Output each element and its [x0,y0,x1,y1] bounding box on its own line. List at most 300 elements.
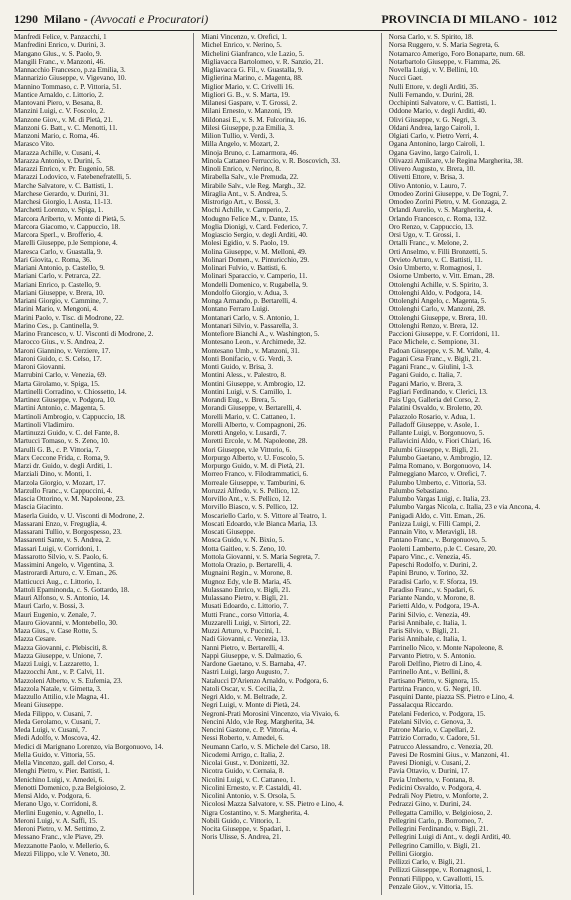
directory-entry: Moscati Giuseppe. [201,528,256,536]
directory-entry: Paccioni Giuseppe, v. F. Corridoni, 11. [388,330,500,338]
directory-entry: Nessi Roberto, v. Amedei, 6. [201,734,284,743]
directory-entry: Orlandi Aurelio, v. S. Margherita, 4. [388,206,493,215]
directory-entry: Mangano Glus., v. S. Paolo, 9. [14,49,102,58]
directory-entry: Marini Mario, v. Mengoni, 4. [14,305,99,314]
directory-entry: Mirabile Salv., v.le Reg. Margh., 32. [201,181,306,190]
directory-entry: Pannain Vito, v. Meravigli, 18. [388,528,477,536]
directory-entry: Pellini Giorgio. [388,849,434,858]
directory-entry: Morandi Eug., v. Brera, 5. [201,396,277,404]
directory-entry: Olgiati Carlo, v. Pietro Verri, 4. [388,132,479,140]
directory-entry: Mondelli Domenico, v. Rugabella, 9. [201,280,308,289]
directory-entry: Montini Luigi, v. S. Camillo, 1. [201,387,292,396]
directory-entry: Partisano Pietro, v. Signora, 15. [388,676,480,685]
directory-entry: Parrinello Nico, v. Monte Napoleone, 8. [388,643,504,652]
directory-entry: Mella Vincenzo, gall. del Corso, 4. [14,759,115,767]
directory-entry: Mondolfo Giorgio, v. Adua, 3. [201,288,289,297]
directory-entry: Nappi Giuseppe, v. S. Dalmazio, 6. [201,651,303,660]
directory-entry: Noris Ulisse, S. Andrea, 21. [201,833,282,842]
directory-entry: Martinez Giuseppe, v. Podgora, 10. [14,396,116,404]
directory-entry: Martinoli Ambrogio, v. Cappuccio, 18. [14,412,126,421]
directory-entry: Mannacchio Francesco, p.za Emilia, 3. [14,66,126,74]
directory-entry: Modugno Felice M., v. Dante, 15. [201,214,299,223]
directory-entry: Manzoni Mario, c. Roma, 46. [14,132,99,140]
directory-entry: Palumbo Vargas Luigi, c. Italia, 23. [388,495,491,503]
directory-entry: Penzale Giov., v. Vittoria, 15. [388,882,473,891]
directory-entry: Nulli Ettore, v. degli Arditi, 35. [388,82,479,91]
directory-entry: Pariante Nando, v. Morone, 8. [388,594,476,602]
directory-entry: Mazzocchi Ant., v. P. Calvi, 11. [14,668,105,677]
directory-entry: Marrubini Carlo, v. Venezia, 69. [14,371,107,380]
directory-entry: Parini Silvio, c. Venezia, 49. [388,610,471,619]
directory-entry: Ottolenghi Achille, v. S. Spirito, 3. [388,280,489,289]
directory-entry: Morelli Alberto, v. Compagnoni, 26. [201,420,307,429]
directory-entry: Massarotto Silvio, v. S. Paolo, 6. [14,552,108,561]
directory-entry: Parvanto Pietro, v. S. Antonio. [388,651,476,660]
directory-entry: Orvieto Arturo, v. C. Battisti, 11. [388,255,483,264]
directory-entry: Milla Angelo, v. Mozart, 2. [201,140,280,149]
directory-entry: Nanni Pietro, v. Bertarelli, 4. [201,643,285,652]
directory-entry: Neumann Carlo, v. S. Michele del Carso, 18. [201,742,331,751]
directory-entry: Moruzzi Alfredo, v. S. Pellico, 12. [201,486,300,495]
directory-entry: Mauro Giovanni, v. Montebello, 30. [14,618,118,627]
directory-entry: Paradiso Franc., v. Spadari, 6. [388,585,475,594]
directory-entry: Olivo Antonio, v. Lauro, 7. [388,181,467,190]
directory-entry: Marchetti Lorenzo, v. Spiga, 1. [14,206,104,215]
directory-entry: Moglia Dionigi, v. Card. Federico, 7. [201,222,308,231]
directory-entry: Morelli Mario, v. C. Cattaneo, 1. [201,412,296,421]
directory-entry: Mazza Cesare. [14,635,57,644]
directory-entry: Marino Francesco, v. U. Visconti di Modrone, 2. [14,330,154,338]
directory-entry: Maza Gius., v. Case Rotte, 5. [14,627,98,635]
directory-entry: Panizza Luigi, v. Filli Campi, 2. [388,519,481,528]
directory-entry: Ogana Antonino, largo Cairoli, 1. [388,140,485,149]
directory-entry: Mori Giuseppe, v.le Vittorio, 6. [201,445,292,454]
directory-entry: Ottolenghi Giuseppe, v. Brera, 10. [388,313,487,322]
directory-entry: Palma Romano, v. Borgonuovo, 14. [388,462,492,470]
directory-entry: Menotti Domenico, p.za Belgioioso, 2. [14,783,126,792]
directory-entry: Massarenti Sante, v. S. Andrea, 2. [14,536,111,545]
directory-entry: Pasquini Dante, piazza SS. Pietro e Lino, 4. [388,693,514,701]
directory-entry: Patrucco Alessandro, c. Venezia, 20. [388,742,493,751]
directory-entry: Occhipinti Salvatore, v. C. Battisti, 1. [388,99,497,107]
directory-entry: Morandi Giuseppe, v. Bertarelli, 4. [201,404,302,413]
directory-entry: Molinari Sparaccio, v. Camperio, 11. [201,272,308,281]
directory-entry: Menichino Luigi, v. Amedei, 6. [14,775,105,784]
directory-entry: Panigadi Aldo, c. Vitt. Eman., 26. [388,511,486,520]
directory-entry: Pallavicini Aldo, v. Fiori Chiari, 16. [388,437,492,446]
directory-entry: Pagani Guido, c. Italia, 7. [388,371,462,380]
directory-entry: Marta Girolamo, v. Spiga, 15. [14,379,100,388]
directory-entry: Nocita Giuseppe, v. Spadari, 1. [201,825,291,833]
directory-entry: Padoan Giuseppe, v. S. M. Valle, 4. [388,346,491,355]
directory-entry: Nicolosi Mazza Salvatore, v. SS. Pietro e Lino, 4. [201,800,344,809]
directory-entry: Moretti Angelo, v. Lusardi, 7. [201,429,287,437]
directory-entry: Mauri Carlo, v. Bossi, 3. [14,602,85,611]
directory-entry: Musati Edoardo, c. Littorio, 7. [201,602,289,611]
directory-entry: Mirabella Salv., v.le Premuda, 22. [201,173,299,182]
directory-entry: Orsi Ugo, v. T. Grossi, 1. [388,231,461,239]
directory-entry: Morreale Giuseppe, v. Tamburini, 6. [201,478,306,487]
directory-entry: Medi Adolfo, v. Moscova, 42. [14,734,101,743]
directory-entry: Paradisi Carlo, v. F. Sforza, 19. [388,577,478,586]
directory-entry: Novella Luigi, v. V. Bellini, 10. [388,66,479,74]
directory-entry: Pellegrini Carlo, p. Borromeo, 7. [388,816,484,825]
directory-entry: Mascia Ottorino, v. M. Napoleone, 23. [14,495,125,503]
directory-entry: Miglior Mario, v. C. Crivelli 16. [201,82,294,91]
directory-entry: Massimini Angelo, v. Vigentina, 3. [14,561,114,569]
directory-entry: Pellegrini Luigi di Ant., v. degli Arditi, 40. [388,833,511,842]
directory-entry: Molina Giuseppe, v. M. Melloni, 49. [201,247,307,256]
directory-entry: Milion Tullio, v. Verdi, 3. [201,132,275,140]
directory-entry: Pedrazzi Gino, v. Durini, 24. [388,800,472,809]
directory-entry: Osiorne Umberto, v. Vitt. Eman., 28. [388,272,495,281]
directory-entry: Mari Giovita, c. Roma, 36. [14,255,92,264]
directory-entry: Mantovani Piero, v. Besana, 8. [14,99,103,107]
directory-entry: Pavesi De Rosmini Gius., v. Manzoni, 41. [388,750,510,759]
directory-entry: Morpurgo Guido, v. M. di Pietà, 21. [201,462,305,470]
directory-entry: Moretti Ercole, v. M. Napoleone, 28. [201,437,308,446]
directory-entry: Nucci Gaet. [388,74,423,83]
directory-entry: Olivi Giuseppe, v. G. Negri, 3. [388,115,477,124]
directory-entry: Mutti Franc., corso Vittoria, 4. [201,610,289,619]
directory-entry: Pellegatta Camillo, v. Belgioioso, 2. [388,808,493,817]
directory-entry: Orlando Francesco, c. Roma, 132. [388,214,487,223]
directory-entry: Mascia Giacinto. [14,503,64,512]
directory-entry: Negroni-Prati Morosini Vincenzo, via Vivaio, 6. [201,709,340,718]
directory-entry: Pavia Ottavio, v. Durini, 17. [388,767,470,776]
directory-entry: Massari Luigi, v. Corridoni, 1. [14,544,102,553]
directory-entry: Migliori G. B., v. S. Marta, 19. [201,90,290,99]
directory-entry: Miani Vincenzo, v. Orefici, 1. [201,33,287,41]
directory-entry: Montesano Umb., v. Manzoni, 31. [201,346,300,355]
directory-entry: Ortalli Franc., v. Melone, 2. [388,239,469,248]
directory-entry: Merano Ugo, v. Corridoni, 8. [14,800,98,809]
directory-entry: Montano Ferraro Luigi. [201,305,270,314]
directory-entry: Mangili Franc., v. Manzoni, 46. [14,57,105,66]
directory-entry: Maroni Guido, c. S. Celso, 17. [14,354,102,363]
directory-entry: Patelani Federico, v. Podgora, 15. [388,709,486,718]
directory-entry: Nencini Gastone, c. P. Vittoria, 4. [201,726,298,734]
directory-entry: Mastrorardi Arturo, c. V. Eman., 26. [14,569,118,578]
directory-entry: Oddone Mario, v. degli Arditi, 40. [388,107,487,116]
directory-entry: Mannino Tommaso, c. P. Vittoria, 51. [14,82,122,91]
directory-entry: Martucci Tomaso, v. S. Zeno, 10. [14,437,110,446]
directory-entry: Ottolenghi Carlo, v. Manzoni, 28. [388,305,486,314]
directory-entry: Marasco Vito. [14,140,55,149]
directory-entry: Palmeggiano Marco, v. Orefici, 7. [388,470,487,479]
directory-entry: Minoja Bruno, c. Lamarmora, 46. [201,148,299,157]
directory-entry: Mazza Giovanni, c. Plebisciti, 8. [14,643,108,652]
directory-entry: Pagani Franc., v. Giulini, 1-3. [388,363,474,371]
directory-entry: Pennati Filippo, v. Cavallotti, 15. [388,874,484,883]
directory-entry: Moscati Edoardo, v.le Bianca Maria, 13. [201,519,318,528]
directory-entry: Pagliari Ferdinando, v. Clerici, 13. [388,387,488,396]
directory-entry: Mulassano Enrico, v. Bigli, 21. [201,585,291,594]
page-number-right: 1012 [533,12,557,26]
directory-entry: Mariani Giorgio, v. Camminе, 7. [14,297,108,305]
directory-entry: Marazza Antonio, v. Durini, 5. [14,156,102,165]
directory-entry: Mistrorigo Art., v. Bossi, 3. [201,198,280,206]
directory-entry: Mugnaini Regin., v. Morone, 8. [201,569,292,578]
directory-entry: Muzzi Arturo, v. Puccini, 1. [201,627,281,635]
directory-entry: Osio Umberto, v. Romagnosi, 1. [388,264,482,272]
directory-entry: Mezzi Filippo, v.le V. Veneto, 30. [14,849,110,858]
directory-entry: Mauri Eugenio, v. Zenale, 7. [14,610,97,619]
directory-entry: Marchese Gerardo, v. Durini, 31. [14,189,109,198]
directory-entry: Manzoni G. Batt., v. C. Menotti, 11. [14,123,118,132]
page-number-left: 1290 [14,12,38,26]
directory-entry: Pace Michele, c. Sempione, 31. [388,338,480,347]
directory-entry: Molinari Domen., v. Pinturicchio, 29. [201,255,310,264]
directory-entry: Nicolini Ernesto, v. P. Castaldi, 41. [201,783,302,792]
directory-entry: Mulassano Pietro, v. Bigli, 21. [201,594,289,602]
directory-entry: Merlini Eugenio, v. Agnello, 1. [14,808,104,817]
directory-entry: Marziali Dino, v. Monti, 1. [14,470,92,479]
directory-entry: Medici di Marignano Lorenzo, via Borgonuovo, 14. [14,742,164,751]
directory-entry: Nicolini Antonio, v. S. Orsola, 5. [201,792,296,800]
directory-entry: Meda Filippo, v. Cusani, 7. [14,709,93,718]
header-left: 1290 Milano - (Avvocati e Procuratori) [14,12,209,26]
directory-entry: Pais Ugo, Galleria del Corso, 2. [388,396,480,404]
directory-entry: Mildonasi E., v. S. M. Fulcorina, 16. [201,115,307,124]
directory-entry: Pavesi Dionigi, v. Cusani, 2. [388,759,471,767]
directory-entry: Marelli Giuseppe, p.le Sempione, 4. [14,239,118,248]
directory-entry: Nastri Luigi, largo Augusto, 7. [201,668,290,677]
directory-entry: Mazzi Luigi, v. Lazzaretto, 1. [14,660,99,668]
directory-entry: Patrizio Corrado, v. Cadore, 51. [388,734,480,743]
directory-entry: Marx Ceccone Frida, c. Roma, 9. [14,453,110,462]
directory-entry: Partrina Franco, v. G. Negri, 10. [388,684,481,693]
directory-entry: Martini Antonio, c. Magenta, 5. [14,404,105,413]
directory-entry: Parietti Aldo, v. Podgora, 19-A. [388,602,480,611]
directory-entry: Matticucci Aug., c. Littorio, 1. [14,577,102,586]
directory-entry: Pellizzi Carlo, v. Bigli, 21. [388,858,465,866]
directory-entry: Norsa Carlo, v. S. Spirito, 18. [388,33,474,41]
directory-entry: Mella Guido, v. Vittoria, 55. [14,750,96,759]
directory-entry: Minoli Enrico, v. Nerino, 8. [201,165,281,173]
column-divider [193,33,194,895]
directory-entry: Norsa Ruggero, v. S. Maria Segreta, 6. [388,41,500,50]
directory-entry: Marzola Giorgio, v. Mozart, 17. [14,478,106,487]
directory-entry: Palatini Osvaldo, v. Broletto, 20. [388,404,483,413]
directory-entry: Molesi Egidio, v. S. Paolo, 19. [201,239,289,248]
directory-entry: Marazza Achille, v. Cusani, 4. [14,148,101,157]
directory-entry: Massarani Enzo, v. Freguglia, 4. [14,519,107,528]
directory-columns [14,33,561,895]
column-3 [389,33,561,895]
directory-entry: Nardone Gaetano, v. S. Barnaba, 47. [201,660,307,668]
directory-entry: Ottolenghi Renzo, v. Brera, 12. [388,321,479,330]
directory-entry: Marino Ces., p. Cantinella, 9. [14,321,99,330]
directory-entry: Mogiascio Sergio, v. degli Arditi, 40. [201,231,308,239]
directory-entry: Pedicini Osvaldo, v. Podgora, 4. [388,783,482,792]
directory-entry: Palazzolo Rosario, v. Adua, 1. [388,412,476,421]
directory-entry: Nigra Costantino, v. S. Margherita, 4. [201,808,310,817]
directory-entry: Montefiore Bianchi A., v. Washington, 5. [201,330,320,338]
directory-entry: Michel Enrico, v. Nerino, 5. [201,41,282,50]
directory-entry: Monga Armando, p. Bertarelli, 4. [201,297,297,305]
directory-entry: Montanari Carlo, v. S. Antonio, 1. [201,313,299,322]
directory-entry: Pellegrino Camillo, v. Bigli, 21. [388,841,481,850]
directory-entry: Mensi Aldo, v. Podgora, 6. [14,792,91,800]
directory-entry: Omodeo Zorini Giuseppe, v. De Togni, 7. [388,189,508,198]
directory-entry: Parisi Annibale, c. Italia, 1. [388,618,467,627]
directory-entry: Montini Giuseppe, v. Ambrogio, 12. [201,379,306,388]
directory-entry: Milani Ernesto, v. Manzoni, 19. [201,107,293,116]
directory-entry: Negri Aldo, v. M. Beltrade, 2. [201,693,287,701]
directory-entry: Olivazzi Amilcare, v.le Regina Margherita, 38. [388,156,523,165]
directory-entry: Mattoli Epaminonda, c. S. Gottardo, 18. [14,585,130,594]
directory-entry: Menghi Pietro, v. Pier. Battisti, 1. [14,767,110,776]
directory-entry: Palumbo Sebastiano. [388,486,449,495]
directory-entry: Paparo Vinc., c. Venezia, 45. [388,552,471,561]
directory-entry: Marini Paolo, v. Tisc. di Modrone, 22. [14,313,124,322]
directory-entry: Martinoli Vladimiro. [14,420,75,429]
directory-entry: Meroni Pietro, v. M. Settimo, 2. [14,825,106,833]
directory-entry: Nulli Fernando, v. Durini, 28. [388,90,474,99]
directory-entry: Monti Guido, v. Brisa, 3. [201,363,273,371]
directory-entry: Omodeo Zorini Pietro, v. M. Gonzaga, 2. [388,198,507,206]
directory-entry: Muzzarelli Luigi, v. Sirtori, 22. [201,618,291,627]
header-right: PROVINCIA DI MILANO - 1012 [381,12,557,26]
directory-entry: Martinelli Corradino, v. Chiossetto, 14. [14,387,127,396]
directory-entry: Marche Salvatore, v. C. Battisti, 1. [14,181,114,190]
directory-entry: Pellizzi Giuseppe, v. Romagnosi, 1. [388,866,492,875]
directory-entry: Manzone Giov., v. M. di Pietà, 21. [14,115,113,124]
directory-entry: Parisi Annibale, c. Italia, 1. [388,635,467,644]
directory-entry: Marcora Sperl., v. Brofferio, 4. [14,231,103,239]
page-header [14,12,557,31]
directory-entry: Nicotra Guido, v. Cernaia, 8. [201,767,285,776]
directory-entry: Miglierina Marino, c. Magenta, 88. [201,74,303,83]
directory-entry: Monti Bonifacio, v. G. Verdi, 3. [201,354,293,363]
directory-entry: Patrone Mario, v. Capellari, 2. [388,726,476,734]
directory-entry: Mariani Antonio, p. Castello, 9. [14,264,105,272]
directory-entry: Mariani Giuseppe, v. Brera, 10. [14,288,105,297]
directory-entry: Marcora Giacomo, v. Cappuccio, 18. [14,222,121,231]
directory-entry: Pallante Luigi, v. Borgonuovo, 5. [388,429,485,437]
directory-entry: Papini Bruno, v. Torino, 32. [388,569,469,578]
directory-entry: Paoletti Lamberto, p.le C. Cesare, 20. [388,544,497,553]
directory-entry: Morpurgo Alberto, v. U. Foscolo, 5. [201,453,305,462]
directory-entry: Marazzi Lodovico, v. Fatebenefratelli, 5. [14,173,132,182]
directory-entry: Nicolai Gust., v. Donizetti, 32. [201,759,290,767]
directory-entry: Palumbi Giuseppe, v. Bigli, 21. [388,445,479,454]
directory-entry: Mugnoz Edy, v.le B. Maria, 45. [201,577,292,586]
directory-entry: Miraglia Ant., v. S. Andrea, 5. [201,189,288,198]
directory-entry: Meda Gerolamo, v. Cusani, 7. [14,717,101,726]
directory-entry: Martinuzzi Guido, v. C. del Fante, 8. [14,429,120,437]
directory-entry: Passalacqua Riccardo. [388,701,453,710]
directory-entry: Nadi Giovanni, c. Venezia, 13. [201,635,290,644]
directory-entry: Paroli Delfino, Pietro di Lino, 4. [388,660,482,668]
directory-entry: Palumbo Gaetano, v. Ambrogio, 12. [388,453,492,462]
directory-entry: Olivero Augusto, v. Brera, 10. [388,165,476,173]
directory-entry: Mariani Carlo, v. Petrarca, 22. [14,272,101,281]
directory-entry: Paris Silvio, v. Bigli, 21. [388,627,459,635]
directory-entry: Pagani Cesa Franc., v. Bigli, 21. [388,354,481,363]
directory-entry: Oro Renzo, v. Cappuccio, 13. [388,222,474,231]
directory-entry: Mantice Arnaldo, c. Littorio, 2. [14,90,104,99]
directory-entry: Pavia Umberto, v. Fontana, 8. [388,775,475,784]
directory-entry: Meani Giuseppe. [14,701,64,710]
directory-entry: Pellegrini Ferdinando, v. Bigli, 21. [388,825,489,833]
directory-entry: Pagani Mario, v. Brera, 3. [388,379,463,388]
province-title: PROVINCIA DI MILANO [381,12,520,26]
directory-entry: Mottola Orazio, p. Bertarelli, 4. [201,561,293,569]
directory-entry: Mottola Giovanni, v. S. Maria Segreta, 7. [201,552,320,561]
directory-entry: Morvillo Ant., v. S. Pellico, 12. [201,495,292,503]
directory-entry: Papeschi Rodolfo, v. Durini, 2. [388,561,478,569]
directory-entry: Migliavacca Bartolomeo, v. R. Sanzio, 21. [201,57,324,66]
directory-entry: Parrinello Ant., v. Bellini, 8. [388,668,470,677]
directory-entry: Milanesi Gaspare, v. T. Grossi, 2. [201,99,297,107]
directory-entry: Maserla Guido, v. U. Visconti di Modrone, 2. [14,511,145,520]
directory-entry: Nicodemi Arrigo, c. Italia, 2. [201,750,285,759]
directory-entry: Manzini Luigi, c. V. Foscolo, 2. [14,107,105,116]
directory-entry: Marocco Gius., v. S. Andrea, 2. [14,338,105,347]
directory-entry: Montini Aless., v. Palestro, 8. [201,371,286,380]
directory-entry: Massarani Tullio, v. Borgospesso, 23. [14,528,122,536]
directory-entry: Palumbo Vargas Nicola, c. Italia, 23 e via Ancona, 4. [388,503,541,512]
directory-entry: Motta Gaitleo, v. S. Zeno, 10. [201,544,287,553]
directory-entry: Olivetti Ettore, v. Brisa, 3. [388,173,465,182]
directory-entry: Minola Cattaneo Ferruccio, v. R. Boscovich, 33. [201,156,341,165]
directory-entry: Marazzi Enrico, v. Pr. Eugenio, 58. [14,165,115,173]
directory-entry: Milesi Giuseppe, p.za Emilia, 3. [201,123,294,132]
directory-entry: Marzullo Franc., v. Cappuccini, 4. [14,486,113,495]
directory-entry: Morvillo Biasco, v. S. Pellico, 12. [201,503,299,512]
directory-entry: Nicolini Luigi, v. C. Cattaneo, 1. [201,775,296,784]
directory-entry: Mazzullo Attilio, v.le Magna, 41. [14,693,110,701]
directory-entry: Messano Franc., v.le Piave, 29. [14,833,104,842]
directory-entry: Michelini Gianfranco, v.le Lazio, 5. [201,49,305,58]
directory-entry: Marchesi Giorgio, l. Aosta, 11-13. [14,198,113,206]
directory-entry: Mazzola Natale, v. Gimetta, 3. [14,684,102,693]
directory-entry: Mazzoleni Alberto, v. S. Eufemia, 23. [14,676,123,685]
directory-entry: Marzi dr. Guido, v. degli Arditi, 1. [14,462,113,470]
directory-entry: Maroni Giovanni. [14,363,66,371]
directory-entry: Natoli Oscar, v. S. Cecilia, 2. [201,684,285,693]
directory-entry: Mauri Alfonso, v. S. Antonio, 14. [14,594,110,602]
directory-entry: Moscariello Carlo, v. S. Vittore al Teatro, 1. [201,511,327,520]
directory-entry: Natalucci D'Arienzo Arnaldo, v. Podgora, 6. [201,676,329,685]
directory-entry: Mazza Giuseppe, v. Unione, 7. [14,651,103,660]
section-title: (Avvocati e Procuratori) [90,12,209,26]
column-2 [201,33,373,895]
column-divider [381,33,382,895]
directory-entry: Ogana Gavino, largo Cairoli, 1. [388,148,480,157]
directory-entry: Mariani Enrico, p. Castello, 9. [14,280,101,289]
directory-entry: Morreo Franco, v. Filodrammatici, 6. [201,470,309,479]
directory-entry: Montanari Silvio, v. Passarella, 3. [201,321,299,330]
directory-entry: Marcora Ariberto, v. Monte di Pietà, 5. [14,214,126,223]
directory-entry: Palladoff Giuseppe, v. Asole, 1. [388,420,480,429]
directory-entry: Nencini Aldo, v.le Reg. Margherita, 34. [201,717,315,726]
directory-entry: Nobili Guido, c. Vittorio, 1. [201,816,281,825]
directory-entry: Negri Luigi, v. Monte di Pietà, 24. [201,701,301,710]
directory-entry: Meda Luigi, v. Cusani, 7. [14,726,87,734]
directory-entry: Oldani Andrea, largo Cairoli, 1. [388,123,480,132]
directory-entry: Meroni Luigi, v. A. Saffi, 15. [14,816,98,825]
directory-entry: Manfredini Enrico, v. Durini, 3. [14,41,106,50]
directory-entry: Ottolenghi Angelo, c. Magenta, 5. [388,297,487,305]
directory-entry: Pedrali Noy Pietro, v. Monforte, 2. [388,792,489,800]
directory-entry: Ottolenghi Aldo, v. Podgora, 14. [388,288,482,297]
directory-entry: Mosca Guido, v. N. Bixio, 5. [201,536,285,545]
directory-entry: Notarbartolo Giuseppe, v. Fiamma, 26. [388,57,501,66]
directory-entry: Orti Anselmo, v. Filli Bronzetti, 5. [388,247,488,256]
